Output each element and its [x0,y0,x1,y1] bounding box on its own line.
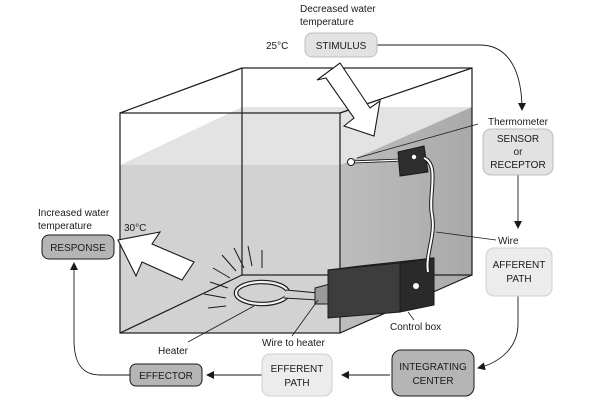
integrating-line2: CENTER [412,376,454,387]
afferent-line1: AFFERENT [492,260,546,271]
wire-label: Wire [498,236,519,247]
afferent-node [486,248,552,296]
wire-to-heater-label: Wire to heater [262,338,325,349]
sensor-node [483,117,553,175]
thermometer-label: Thermometer [488,117,549,128]
afferent-box [486,248,552,296]
effector-label: EFFECTOR [139,371,193,382]
response-caption-line2: temperature [38,221,92,232]
sensor-line3: RECEPTOR [490,160,546,171]
effector-node [130,364,202,386]
integrating-line1: INTEGRATING [399,362,467,373]
integrating-center-box [392,350,474,396]
efferent-box [262,354,332,396]
stimulus-node [266,4,377,57]
stimulus-temp: 25°C [266,41,289,52]
stimulus-caption-line2: temperature [300,17,354,28]
heater-label: Heater [158,346,189,357]
integrating-center-node [392,350,474,396]
control-box-label: Control box [390,322,442,333]
stimulus-box-label: STIMULUS [315,41,367,52]
sensor-line2: or [513,147,523,158]
sensor-line1: SENSOR [496,134,540,145]
stimulus-caption-line1: Decreased water [300,4,376,15]
efferent-node [262,354,332,396]
efferent-line1: EFFERENT [270,364,324,375]
response-temp: 30°C [124,223,147,234]
response-box-label: RESPONSE [50,243,106,254]
afferent-line2: PATH [506,274,532,285]
response-caption-line1: Increased water [38,208,110,219]
efferent-line2: PATH [284,378,310,389]
